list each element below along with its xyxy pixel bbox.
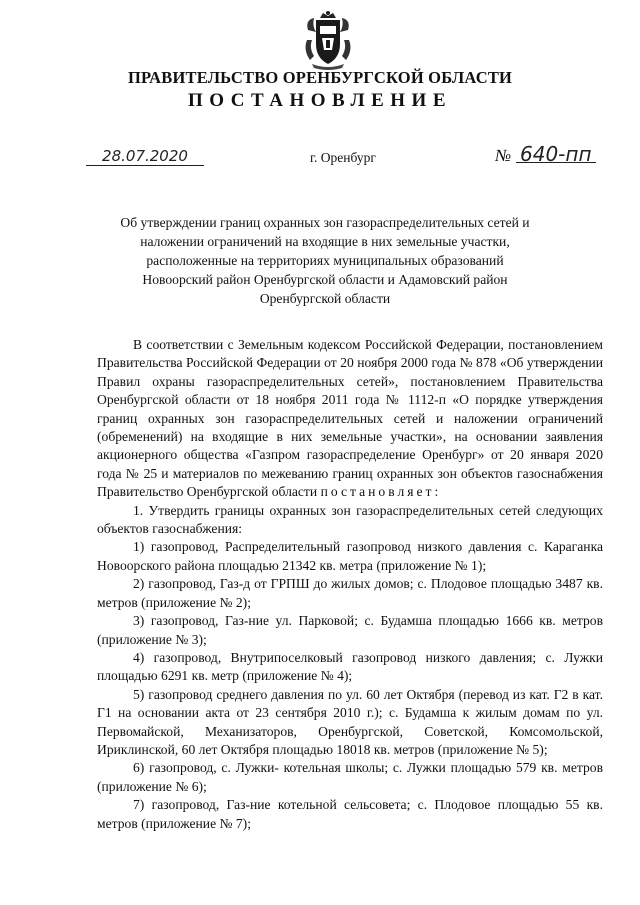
title-line: Новоорский район Оренбургской области и Адамовский район (142, 272, 508, 287)
doc-body (97, 336, 603, 833)
title-line: Об утверждении границ охранных зон газораспределительных сетей и (120, 215, 530, 230)
subitem: 2) газопровод, Газ-д от ГРПШ до жилых домов; с. Плодовое площадью 3487 кв. метров (приложение № 2); (97, 576, 603, 610)
doc-type: ПОСТАНОВЛЕНИЕ (187, 90, 453, 111)
doc-date: 28.07.2020 (86, 147, 204, 166)
subitem: 3) газопровод, Газ-ние ул. Парковой; с. Будамша площадью 1666 кв. метров (приложение № 3); (97, 613, 603, 647)
doc-number-underline (516, 162, 596, 163)
subitem: 7) газопровод, Газ-ние котельной сельсовета; с. Плодовое площадью 55 кв. метров (приложение № 7); (97, 797, 603, 831)
coat-of-arms-icon (302, 10, 354, 70)
intro-paragraph (97, 336, 603, 502)
doc-title (110, 213, 540, 308)
title-line: расположенные на территориях муниципальных образований (146, 253, 504, 268)
title-line: Оренбургской области (259, 291, 391, 306)
subitem: 5) газопровод среднего давления по ул. 60 лет Октября (перевод из кат. Г2 в кат. Г1 на основании акта от 23 сентября 2010 г.); с. Будамша к жилым домам по ул. Первомайской, Механизаторов, Оренбургской, Советской, Комсомольской, Ириклинской, 60 лет Октября площадью 18018 кв. метров (приложение № 5); (97, 686, 603, 757)
doc-number-label: № (495, 146, 512, 165)
org-name: ПРАВИТЕЛЬСТВО ОРЕНБУРГСКОЙ ОБЛАСТИ (127, 68, 513, 87)
title-line: наложении ограничений на входящие в них земельные участки, (140, 234, 510, 249)
item-1: 1. Утвердить границы охранных зон газораспределительных сетей следующих объектов газоснабжения: (97, 502, 603, 537)
subitem: 4) газопровод, Внутрипоселковый газопровод низкого давления; с. Лужки площадью 6291 кв. метр (приложение № 4); (97, 649, 603, 684)
intro-text: В соответствии с Земельным кодексом Российской Федерации, постановлением Правительства Российской Федерации от 20 ноября 2000 года № 878 «Об утверждении Правил охраны газораспределительных сетей», постановлением Правительства Оренбургской области от 18 ноября 2011 года № 1112-п «О порядке утверждения границ охранных зон газораспределительных сетей и наложении ограничений (обременений) на входящие в них земельные участки», на основании заявления акционерного общества «Газпром газораспределение Оренбург» от 20 января 2020 года № 25 и материалов по межеванию границ охранных зон объектов газоснабжения Правительство Оренбургской области (97, 337, 603, 500)
subitem: 6) газопровод, с. Лужки- котельная школы; с. Лужки площадью 579 кв. метров (приложение № 6); (97, 760, 603, 794)
doc-city: г. Оренбург (310, 150, 376, 165)
resolves-word: постановляет: (320, 484, 442, 500)
subitem: 1) газопровод, Распределительный газопровод низкого давления с. Караганка Новоорского района площадью 21342 кв. метра (приложение № 1); (97, 539, 603, 573)
doc-number: 640-пп (520, 142, 592, 166)
